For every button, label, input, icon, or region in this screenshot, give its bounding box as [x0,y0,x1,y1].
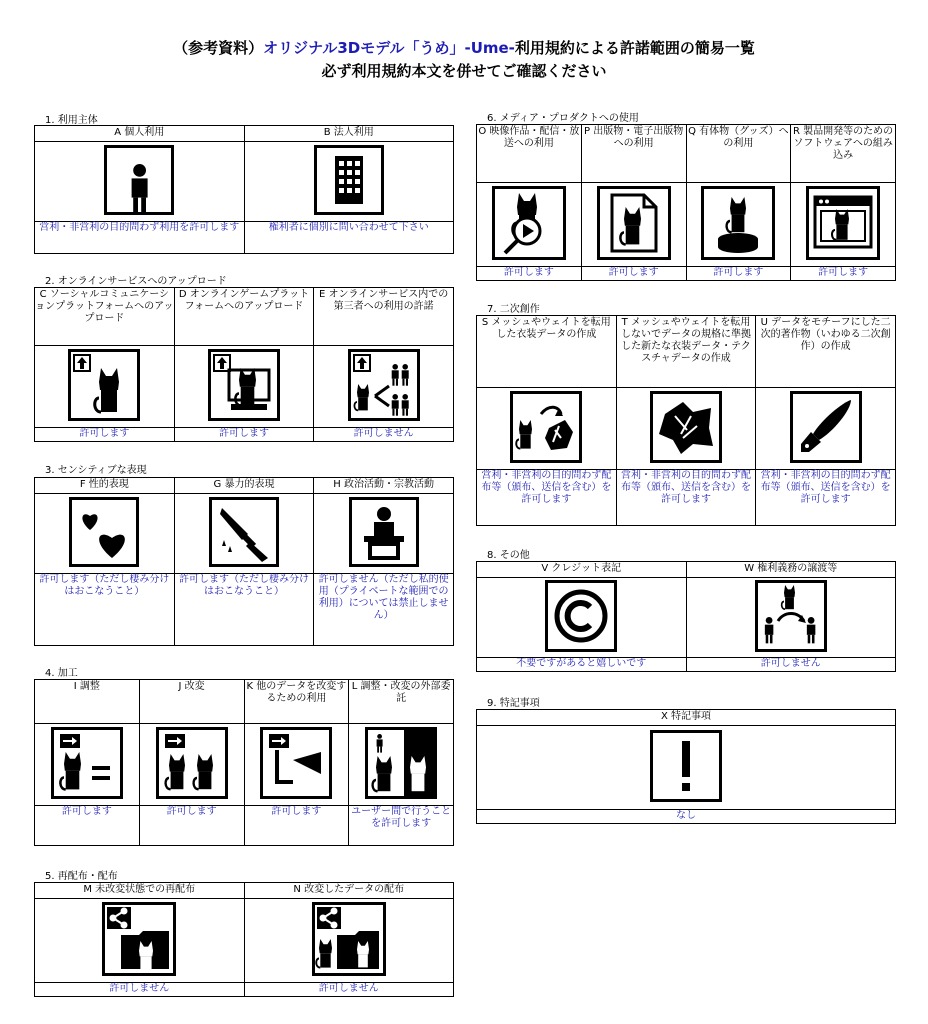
item-c-header: C ソーシャルコミュニケーションプラットフォームへのアップロード [35,288,175,346]
exclamation-icon [650,730,722,802]
item-n-header: N 改変したデータの配布 [244,883,454,899]
item-r-header: R 製品開発等のためのソフトウェアへの組み込み [791,125,896,183]
item-i-note: 許可します [35,806,140,846]
section-1-table [34,125,454,254]
costume-transfer-icon [510,391,582,463]
item-e-note: 許可しません [314,428,454,442]
item-h-header: H 政治活動・宗教活動 [314,478,454,494]
item-b-note: 権利者に個別に問い合わせて下さい [244,222,454,254]
item-d-header: D オンラインゲームプラットフォームへのアップロード [174,288,314,346]
item-g-note: 許可します（ただし棲み分けはおこなうこと） [174,574,314,646]
item-x-header: X 特記事項 [477,710,896,726]
item-t-header: T メッシュやウェイトを転用しないでデータの規格に準拠した新たな衣装データ・テクスチャデータの作成 [616,316,756,388]
item-j-note: 許可します [139,806,244,846]
section-6-table [476,124,896,281]
item-k-header: K 他のデータを改変するための利用 [244,680,349,724]
knife-icon [209,497,279,567]
copyright-icon [545,580,617,652]
upload-game-icon [208,349,280,421]
item-p-note: 許可します [581,267,686,281]
item-f-header: F 性的表現 [35,478,175,494]
item-o-note: 許可します [477,267,582,281]
share-people-icon [348,349,420,421]
title-prefix: （参考資料） [173,39,264,57]
item-q-note: 許可します [686,267,791,281]
outsource-icon [365,727,437,799]
section-8-label: 8. その他 [487,550,530,561]
item-u-note: 営利・非営利の目的問わず配布等（頒布、送信を含む）を許可します [756,470,896,526]
reuse-data-icon [260,727,332,799]
section-4-table [34,679,454,846]
section-8-table [476,561,896,672]
item-u-header: U データをモチーフにした二次的著作物（いわゆる二次創作）の作成 [756,316,896,388]
podium-icon [349,497,419,567]
item-s-header: S メッシュやウェイトを転用した衣装データの作成 [477,316,617,388]
section-9-label: 9. 特記事項 [487,698,540,709]
section-3-label: 3. センシティブな表現 [45,465,147,476]
page-subtitle: 必ず利用規約本文を併せてご確認ください [321,62,607,80]
item-i-header: I 調整 [35,680,140,724]
item-v-header: V クレジット表記 [477,562,687,578]
item-m-note: 許可しません [35,983,245,997]
item-q-header: Q 有体物（グッズ）への利用 [686,125,791,183]
item-w-header: W 権利義務の譲渡等 [686,562,896,578]
section-9-table [476,709,896,824]
section-3-table [34,477,454,646]
item-x-note: なし [477,810,896,824]
document-icon [597,186,671,260]
section-6-label: 6. メディア・プロダクトへの使用 [487,113,639,124]
item-s-note: 営利・非営利の目的問わず配布等（頒布、送信を含む）を許可します [477,470,617,526]
pen-icon [790,391,862,463]
item-m-header: M 未改変状態での再配布 [35,883,245,899]
item-n-note: 許可しません [244,983,454,997]
item-f-note: 許可します（ただし棲み分けはおこなうこと） [35,574,175,646]
item-r-note: 許可します [791,267,896,281]
figure-icon [701,186,775,260]
item-k-note: 許可します [244,806,349,846]
item-a-header: A 個人利用 [35,126,245,142]
item-t-note: 営利・非営利の目的問わず配布等（頒布、送信を含む）を許可します [616,470,756,526]
modify-icon [156,727,228,799]
page-title [0,37,928,58]
item-o-header: O 映像作品・配信・放送への利用 [477,125,582,183]
costume-new-icon [650,391,722,463]
hearts-icon [69,497,139,567]
item-e-header: E オンラインサービス内での第三者への利用の許諾 [314,288,454,346]
item-p-header: P 出版物・電子出版物への利用 [581,125,686,183]
section-5-label: 5. 再配布・配布 [45,871,118,882]
section-4-label: 4. 加工 [45,668,78,679]
section-7-table [476,315,896,526]
item-l-header: L 調整・改変の外部委託 [349,680,454,724]
item-l-note: ユーザー間で行うことを許可します [349,806,454,846]
section-1-label: 1. 利用主体 [45,115,98,126]
title-model: オリジナル3Dモデル「うめ」-Ume- [263,39,515,57]
share-folder-icon [102,902,176,976]
video-icon [492,186,566,260]
item-j-header: J 改変 [139,680,244,724]
item-w-note: 許可しません [686,658,896,672]
item-a-note: 営利・非営利の目的問わず利用を許可します [35,222,245,254]
item-v-note: 不要ですがあると嬉しいです [477,658,687,672]
person-icon [104,145,174,215]
section-5-table [34,882,454,997]
share-modified-icon [312,902,386,976]
software-icon [806,186,880,260]
item-c-note: 許可します [35,428,175,442]
building-icon [314,145,384,215]
item-h-note: 許可しません（ただし私的使用（プライベートな範囲での利用）については禁止しません） [314,574,454,646]
upload-cat-icon [68,349,140,421]
item-g-header: G 暴力的表現 [174,478,314,494]
section-2-table [34,287,454,442]
transfer-rights-icon [755,580,827,652]
item-d-note: 許可します [174,428,314,442]
section-2-label: 2. オンラインサービスへのアップロード [45,276,227,287]
item-b-header: B 法人利用 [244,126,454,142]
section-7-label: 7. 二次創作 [487,304,540,315]
title-suffix: 利用規約による許諾範囲の簡易一覧 [514,39,755,57]
adjust-icon [51,727,123,799]
